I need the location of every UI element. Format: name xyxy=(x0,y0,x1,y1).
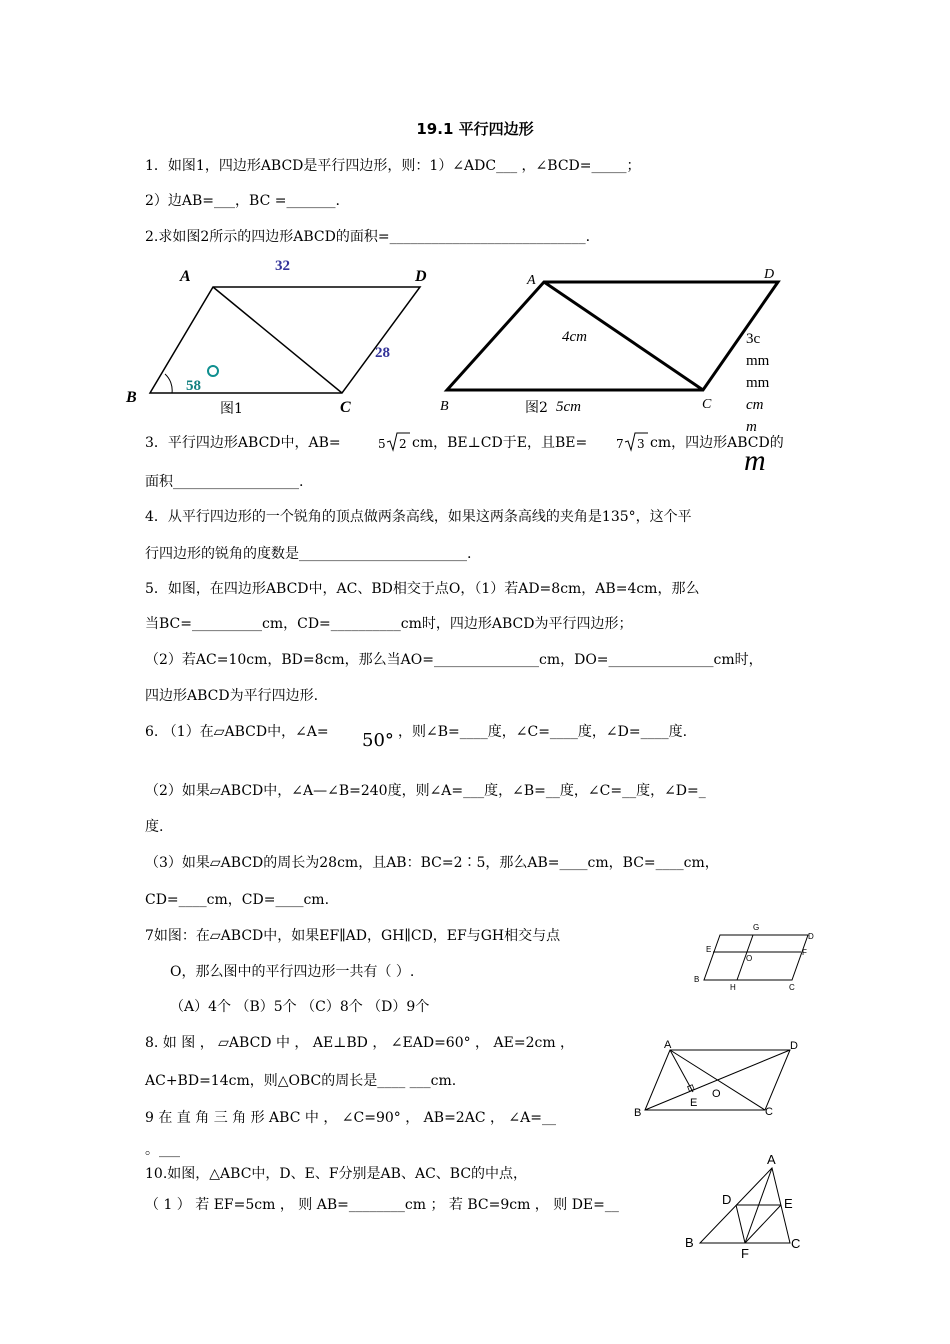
fig1-label-a: A xyxy=(180,268,191,285)
svg-text:5: 5 xyxy=(378,437,386,451)
q8-line2: AC+BD=14cm，则△OBC的周长是____ ___cm. xyxy=(145,1073,457,1089)
svg-text:E: E xyxy=(690,1097,698,1109)
fig7-parallelogram xyxy=(704,935,808,980)
svg-text:C: C xyxy=(791,1236,801,1251)
q3-prefix: 3．平行四边形ABCD中，AB= xyxy=(145,435,341,451)
radical-5-root-2 xyxy=(376,430,412,454)
q6-line1-prefix: 6. （1）在▱ABCD中，∠A= xyxy=(145,724,329,740)
q7-line3: （A）4个 （B）5个 （C）8个 （D）9个 xyxy=(170,999,430,1015)
fig2-side-label-3: mm xyxy=(746,375,770,391)
svg-text:H: H xyxy=(730,983,736,992)
q9-line1: 9 在 直 角 三 角 形 ABC 中 ， ∠C=90° ， AB=2AC ， ∠A=__ xyxy=(145,1110,556,1126)
fig1-caption: 图1 xyxy=(220,401,243,417)
fig2-side-label-1: 3c xyxy=(746,331,761,347)
svg-text:D: D xyxy=(722,1192,732,1207)
q3-line2: 面积__________________. xyxy=(145,474,304,490)
fig2-label-a: A xyxy=(527,273,536,288)
svg-text:D: D xyxy=(790,1040,798,1052)
q7-line2: O，那么图中的平行四边形一共有（ ）. xyxy=(170,964,415,980)
svg-text:E: E xyxy=(706,945,712,954)
figure-1 xyxy=(120,250,440,420)
figure-2 xyxy=(430,258,790,418)
q4-line2: 行四边形的锐角的度数是________________________. xyxy=(145,546,472,562)
figure-7 xyxy=(690,920,820,995)
svg-text:C: C xyxy=(765,1106,773,1118)
fig2-label-b: B xyxy=(440,399,449,414)
fig2-label-d: D xyxy=(764,267,775,282)
svg-text:7: 7 xyxy=(616,437,624,451)
fig1-degree-mark xyxy=(208,366,218,376)
q9-line2: 。___ xyxy=(145,1142,180,1158)
q5-line2: 当BC=__________cm，CD=__________cm时，四边形ABCD为平行四边形； xyxy=(145,616,633,632)
q1-line2: 2）边AB=___，BC =_______. xyxy=(145,193,340,209)
fig1-label-b: B xyxy=(126,389,137,406)
fig2-caption: 图2 xyxy=(525,400,548,416)
svg-text:B: B xyxy=(694,975,700,984)
page-title: 19.1 平行四边形 xyxy=(416,120,534,138)
fig1-label-c: C xyxy=(340,399,351,416)
fig2-big-m: m xyxy=(744,444,766,477)
fig1-side-length: 28 xyxy=(375,345,390,361)
svg-text:E: E xyxy=(784,1196,793,1211)
svg-text:B: B xyxy=(685,1235,694,1250)
radical-7-root-3 xyxy=(614,430,650,454)
fig1-angle-value: 58 xyxy=(186,378,201,394)
q7-line1: 7如图：在▱ABCD中，如果EF∥AD，GH∥CD，EF与GH相交与点 xyxy=(145,928,561,944)
q10-line1: 10.如图，△ABC中，D、E、F分别是AB、AC、BC的中点， xyxy=(145,1166,528,1182)
svg-text:B: B xyxy=(634,1107,642,1119)
q2-line: 2.求如图2所示的四边形ABCD的面积=____________________________. xyxy=(145,229,591,245)
q10-line2: （ 1 ） 若 EF=5cm ， 则 AB=________cm ； 若 BC=9cm ， 则 DE=__ xyxy=(145,1197,619,1213)
q6-line1-suffix: ，则∠B=____度，∠C=____度，∠D=____度. xyxy=(398,724,688,740)
q6-line3: （3）如果▱ABCD的周长为28cm，且AB：BC=2∶5，那么AB=____cm，BC=____cm， xyxy=(145,855,719,871)
fig2-label-c: C xyxy=(702,397,712,412)
fig2-bottom-length: 5cm xyxy=(556,399,581,415)
q8-line1: 8. 如 图 ， ▱ABCD 中 ， AE⊥BD ， ∠EAD=60° ， AE=2cm ， xyxy=(145,1035,575,1051)
svg-text:3: 3 xyxy=(637,437,645,451)
figure-10 xyxy=(680,1148,810,1263)
figure-8 xyxy=(630,1035,810,1125)
svg-text:D: D xyxy=(808,932,814,941)
fig1-top-length: 32 xyxy=(275,258,290,274)
svg-text:F: F xyxy=(741,1246,749,1261)
fig1-diagonal xyxy=(213,287,342,393)
fig2-side-label-5: m xyxy=(746,419,757,435)
q5-line3: （2）若AC=10cm，BD=8cm，那么当AO=_______________cm，DO=_______________cm时， xyxy=(145,652,763,668)
fig10-line-df xyxy=(736,1205,745,1243)
fig2-parallelogram xyxy=(447,282,778,390)
q3-middle: cm，BE⊥CD于E，且BE= xyxy=(412,435,588,451)
q3-suffix: cm，四边形ABCD的 xyxy=(650,435,784,451)
svg-text:2: 2 xyxy=(399,437,407,451)
fig1-label-d: D xyxy=(415,268,427,285)
q5-line1: 5．如图，在四边形ABCD中，AC、BD相交于点O，（1）若AD=8cm，AB=4cm，那么 xyxy=(145,581,700,597)
svg-text:G: G xyxy=(753,923,760,932)
svg-text:F: F xyxy=(802,948,807,957)
svg-text:A: A xyxy=(664,1039,672,1051)
svg-text:O: O xyxy=(746,954,753,963)
fig2-diag-length: 4cm xyxy=(562,329,587,345)
fig1-angle-arc xyxy=(165,374,172,393)
q6-line2: （2）如果▱ABCD中，∠A—∠B=240度，则∠A=___度，∠B=__度，∠C=__度，∠D=_ xyxy=(145,783,706,799)
svg-text:O: O xyxy=(712,1088,721,1100)
fig2-side-label-4: cm xyxy=(746,397,764,413)
svg-text:C: C xyxy=(789,983,795,992)
q6-line2-end: 度. xyxy=(145,819,164,835)
q5-line4: 四边形ABCD为平行四边形. xyxy=(145,688,319,704)
fig2-side-label-2: mm xyxy=(746,353,770,369)
q6-line4: CD=____cm，CD=____cm. xyxy=(145,892,330,908)
svg-text:A: A xyxy=(767,1152,776,1167)
q6-angle-value: 50° xyxy=(362,730,394,751)
fig10-line-fe xyxy=(745,1205,781,1243)
q4-line1: 4．从平行四边形的一个锐角的顶点做两条高线，如果这两条高线的夹角是135°，这个平 xyxy=(145,509,692,525)
q1-line1: 1．如图1，四边形ABCD是平行四边形，则：1）∠ADC___ ，∠BCD=_____； xyxy=(145,158,641,174)
